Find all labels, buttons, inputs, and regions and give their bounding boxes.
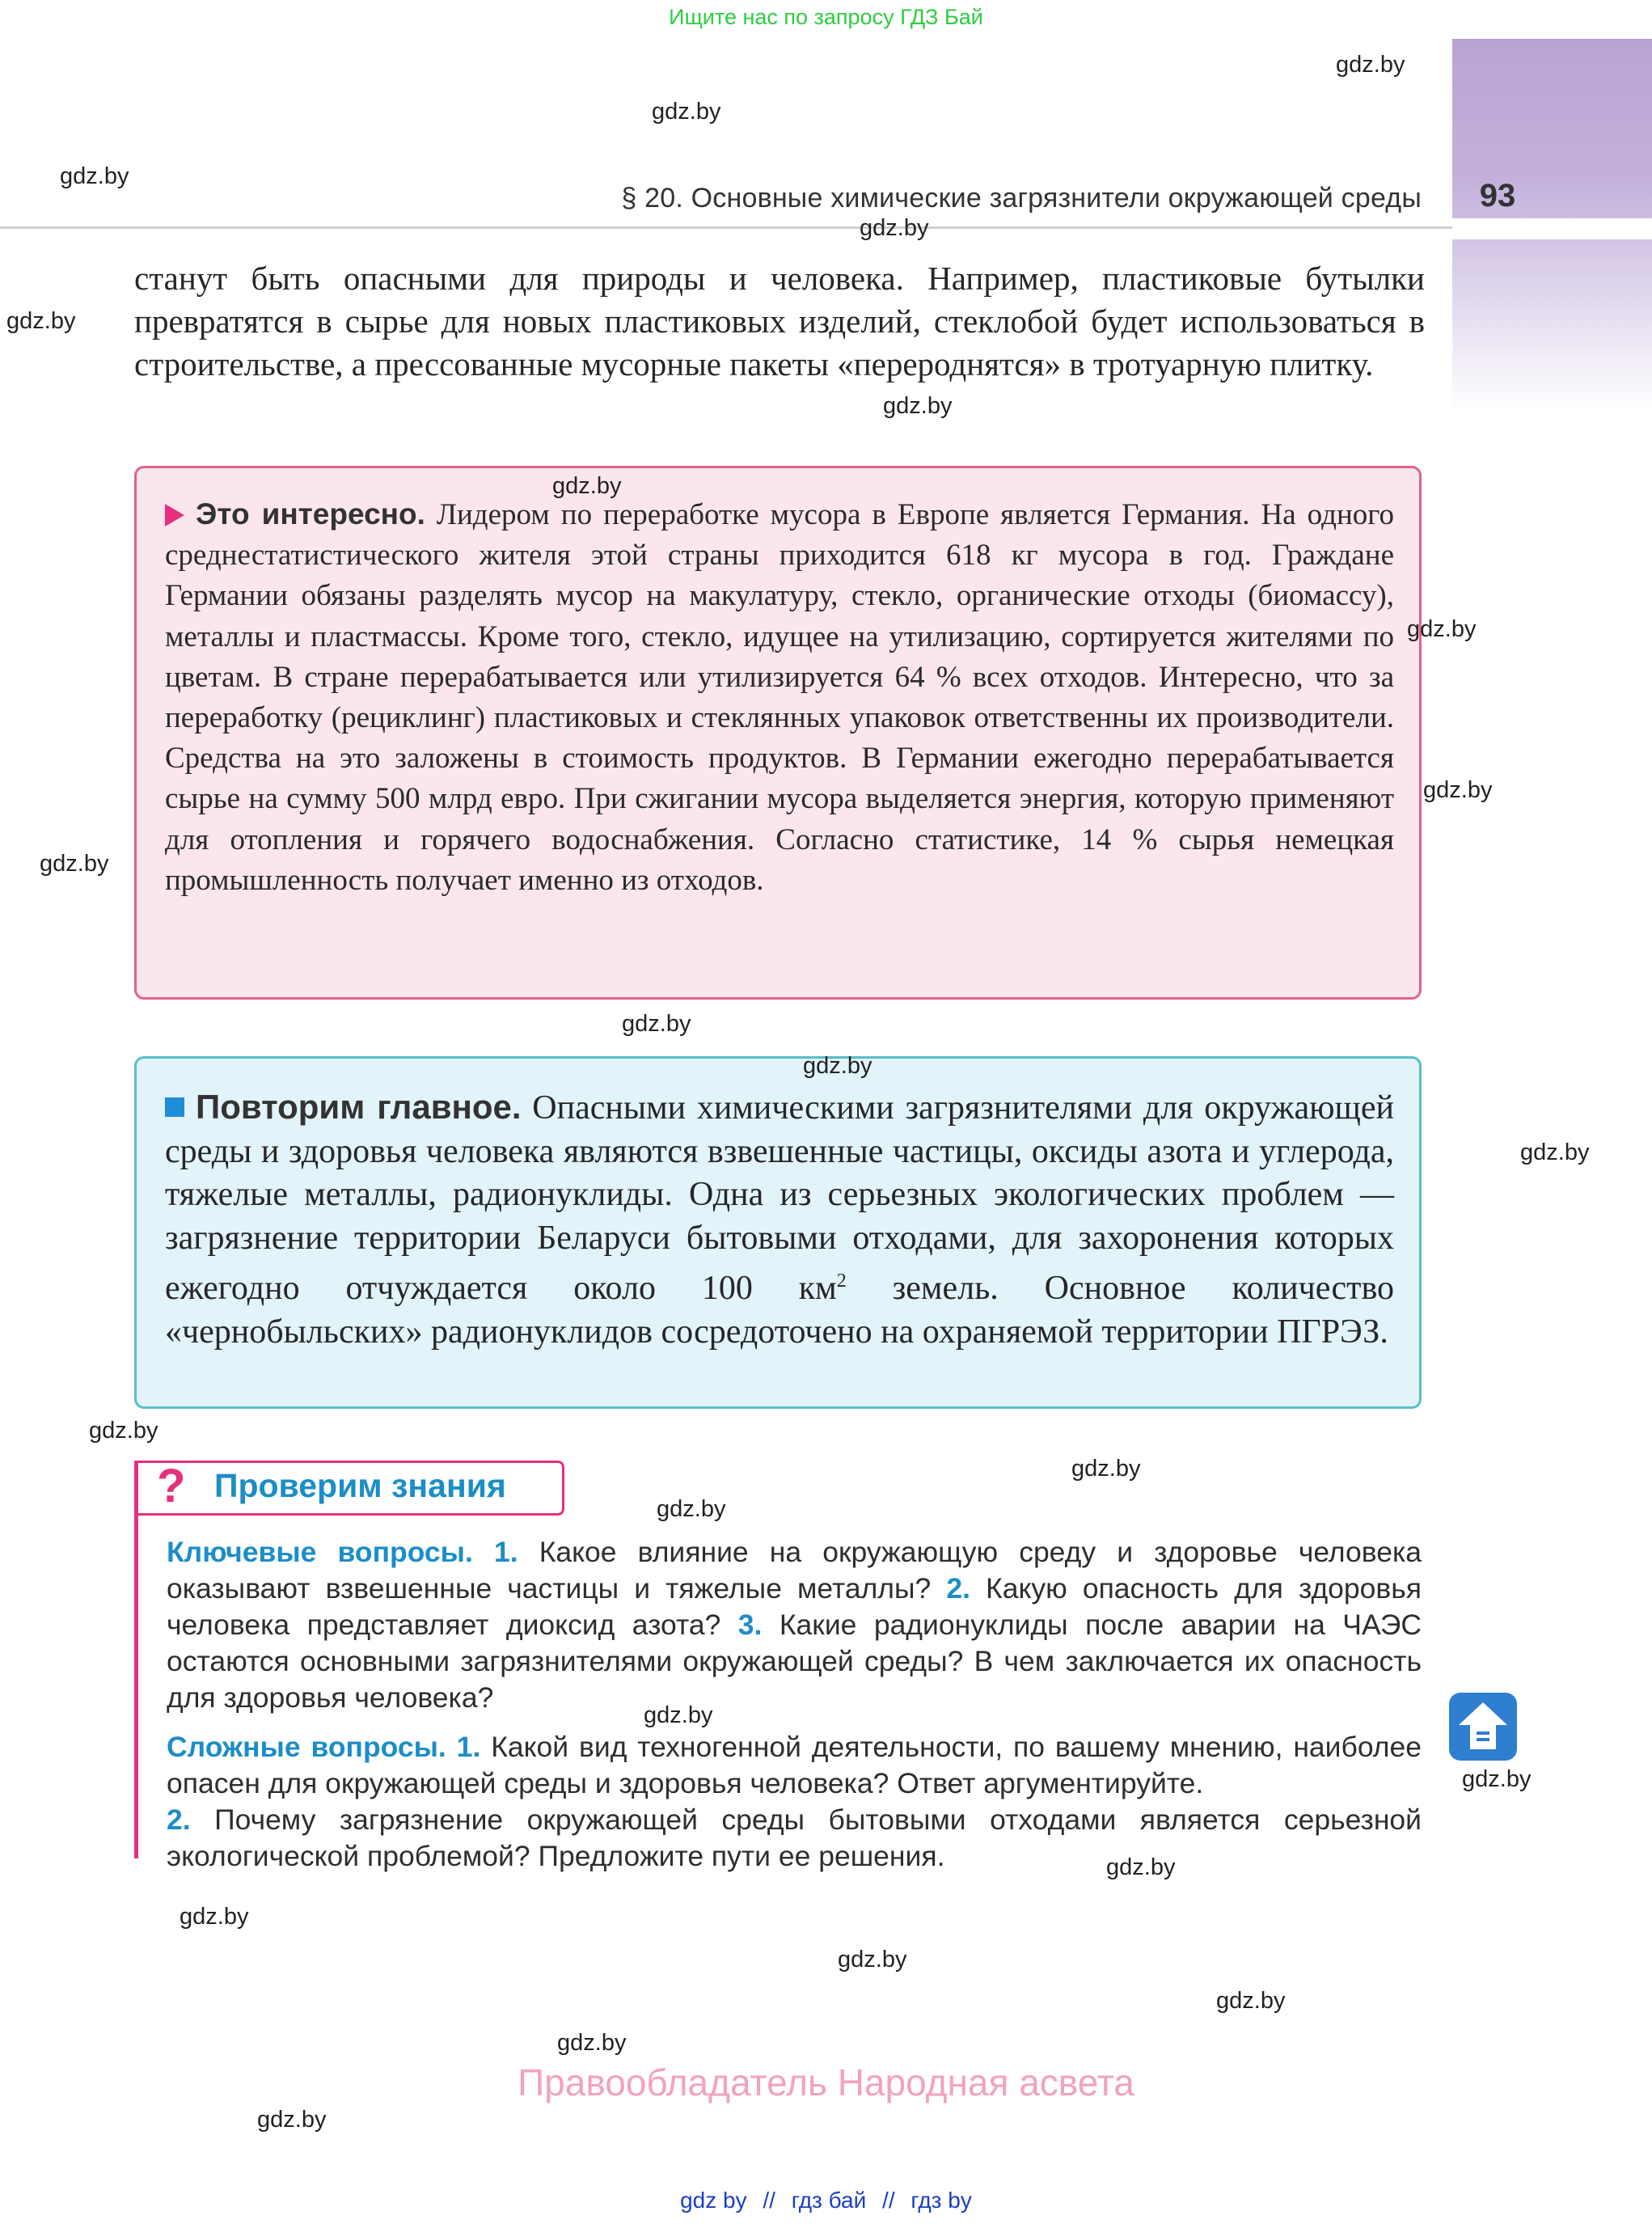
watermark: gdz.by [1336,52,1405,78]
watermark: gdz.by [1462,1766,1532,1792]
footer-link-gdz-by-cyr[interactable]: гдз by [911,2188,972,2213]
question-number: 2. [946,1572,970,1605]
question-text: Какую опасность для здоровья человека представляет диоксид азота? [167,1572,1422,1641]
triangle-marker-icon [165,504,184,526]
interesting-label: Это интересно. [196,497,425,531]
footer-link-gdz-bai[interactable]: гдз бай [791,2188,867,2213]
watermark: gdz.by [257,2107,327,2133]
page-number: 93 [1479,178,1516,214]
home-icon[interactable] [1449,1693,1517,1761]
watermark: gdz.by [1423,777,1493,803]
summary-body-end: земель. Основное количество «чернобыльских» радионуклидов сосредоточено на охраняемой территории ПГРЭЗ. [165,1270,1394,1351]
question-text: Какие радионуклиды после аварии на ЧАЭС остаются основными загрязнителями окружающей среды? В чем заключается их опасность для здоровья человека? [167,1609,1422,1714]
summary-label: Повторим главное. [196,1088,522,1126]
question-number: 3. [737,1609,763,1641]
watermark: gdz.by [6,308,76,334]
interesting-fact-text [165,494,1394,901]
watermark: gdz.by [1407,616,1477,642]
superscript: 2 [836,1271,847,1292]
check-knowledge-title: Проверим знания [214,1467,506,1504]
hard-questions [167,1729,1422,1875]
home-arrow-icon [1449,1693,1517,1761]
intro-paragraph: станут быть опасными для природы и человека. Например, пластиковые бутылки превратятся в сырье для новых пластиковых изделий, стеклобой будет использоваться в строительстве, а прессованные мусорные пакеты «перероднятся» в тротуарную плитку. [134,260,1425,383]
copyright-notice: Правообладатель Народная асвета [518,2061,1134,2103]
watermark: gdz.by [838,1947,907,1972]
watermark: gdz.by [89,1418,158,1444]
question-text: Какое влияние на окружающую среду и здоровье человека оказывают взвешенные частицы и тяжелые металлы? [167,1536,1422,1605]
watermark: gdz.by [1071,1456,1141,1482]
question-number: 1. [493,1536,518,1568]
watermark: gdz.by [644,1702,713,1728]
footer-link-gdz-by[interactable]: gdz by [680,2188,747,2213]
key-questions-label: Ключевые вопросы. [167,1536,473,1568]
watermark: gdz.by [622,1011,691,1037]
watermark: gdz.by [60,163,129,189]
hard-questions-label: Сложные вопросы. [167,1731,446,1763]
watermark: gdz.by [1520,1139,1590,1165]
watermark: gdz.by [652,99,721,125]
running-header: § 20. Основные химические загрязнители окружающей среды [621,183,1422,214]
watermark: gdz.by [552,473,622,499]
side-tab-gap [1452,218,1652,239]
watermark: gdz.by [180,1904,249,1930]
watermark: gdz.by [883,393,953,419]
footer-separator: // [763,2188,775,2213]
question-mark-icon: ? [157,1460,186,1512]
questions-side-rule [134,1461,138,1858]
question-text: Какой вид техногенной деятельности, по вашему мнению, наиболее опасен для окружающей среды и здоровья человека? Ответ аргументируйте. [167,1731,1422,1799]
watermark: gdz.by [860,215,929,241]
summary-body: Опасными химическими загрязнителями для окружающей среды и здоровья человека являются взвешенные частицы, оксиды азота и углерода, тяжелые металлы, радионуклиды. Одна из серьезных экологических проблем — загрязнение территории Беларуси бытовыми отходами, для захоронения которых ежегодно отчуждается около 100 км [165,1089,1394,1307]
top-promo-text[interactable]: Ищите нас по запросу ГДЗ Бай [669,5,983,29]
interesting-body: Лидером по переработке мусора в Европе является Германия. На одного среднестатистического жителя этой страны приходится 618 кг мусора в год. Граждане Германии обязаны разделять мусор на макулатуру, стекло, органические отходы (биомассу), металлы и пластмассы. Кроме того, стекло, идущее на утилизацию, сортируется жителями по цветам. В стране перерабатывается или утилизируется 64 % всех отходов. Интересно, что за переработку (рециклинг) пластиковых и стеклянных упаковок ответственны их производители. Средства на это заложены в стоимость продуктов. В Германии ежегодно перерабатывается сырье на сумму 500 млрд евро. При сжигании мусора выделяется энергия, которую применяют для отопления и горячего водоснабжения. Согласно статистике, 14 % сырья немецкая промышленность получает именно из отходов. [165,498,1394,897]
footer-separator: // [882,2188,895,2213]
watermark: gdz.by [1106,1854,1176,1880]
watermark: gdz.by [557,2030,627,2056]
key-questions [167,1534,1422,1716]
header-divider [0,226,1452,229]
question-text: Почему загрязнение окружающей среды бытовыми отходами является серьезной экологической проблемой? Предложите пути ее решения. [167,1803,1422,1872]
question-number: 2. [167,1803,191,1836]
watermark: gdz.by [803,1053,872,1079]
square-marker-icon [165,1097,184,1117]
question-number: 1. [456,1731,481,1763]
summary-text [165,1085,1394,1354]
watermark: gdz.by [657,1496,726,1522]
footer-links [0,2188,1652,2213]
watermark: gdz.by [1216,1988,1286,2014]
watermark: gdz.by [40,851,109,877]
